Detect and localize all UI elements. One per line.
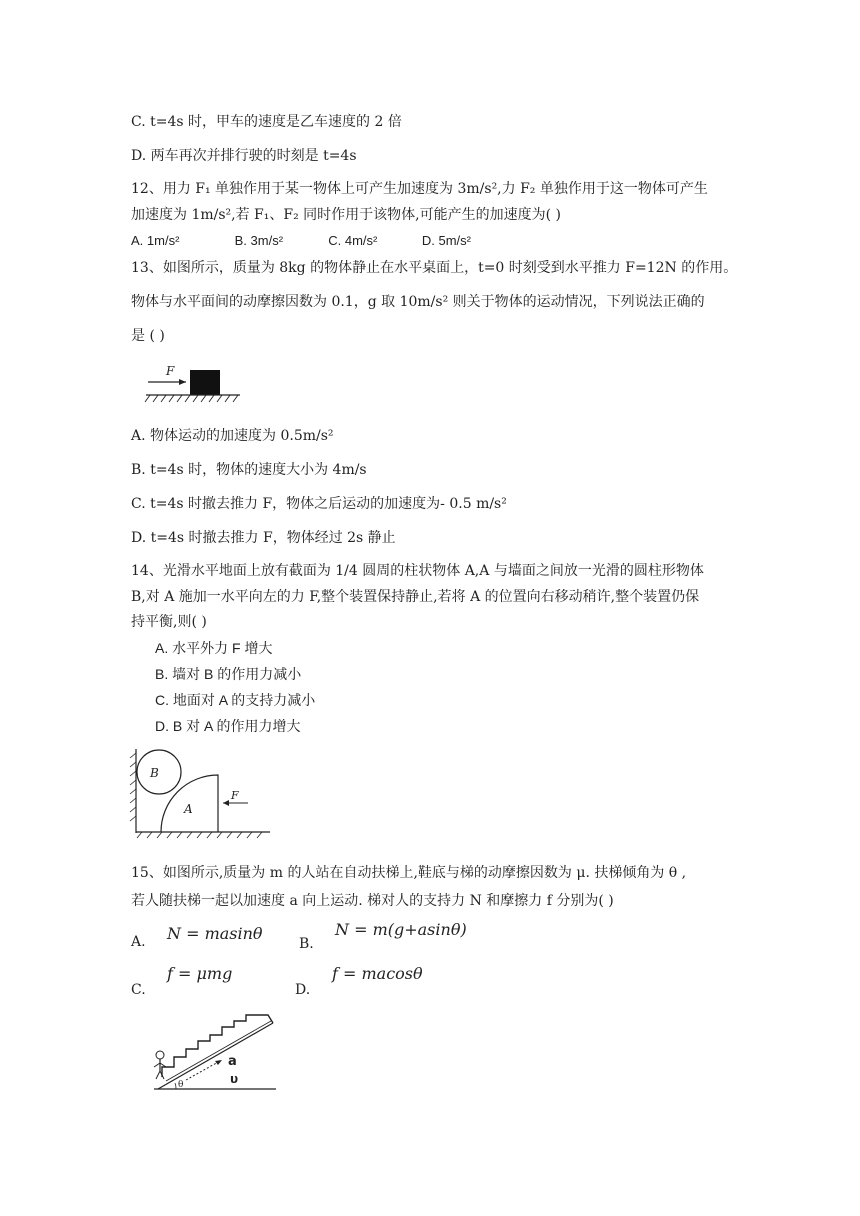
force-label: F: [166, 364, 175, 378]
q15-option-b-label: B.: [299, 936, 314, 952]
q14-option-d: D. B 对 A 的作用力增大: [155, 718, 301, 734]
escalator-steps: [162, 1015, 273, 1077]
q11-option-d: D. 两车再次并排行驶的时刻是 t=4s: [131, 148, 357, 164]
cylinder-b: [137, 750, 181, 794]
q12-option-b: B. 3m/s²: [234, 233, 284, 248]
q15-stem-line2: 若人随扶梯一起以加速度 a 向上运动. 梯对人的支持力 N 和摩擦力 f 分别为( ): [131, 893, 614, 909]
label-f: F: [231, 789, 239, 802]
q15-option-c-label: C.: [131, 982, 146, 998]
q15-option-b-formula: N = m(g+asinθ): [335, 920, 467, 939]
q14-option-a: A. 水平外力 F 增大: [155, 640, 273, 656]
label-a: a: [228, 1054, 237, 1069]
q14-option-b: B. 墙对 B 的作用力减小: [155, 666, 302, 682]
q12-stem-line1: 12、用力 F₁ 单独作用于某一物体上可产生加速度为 3m/s²,力 F₂ 单独作用于这一物体可产生: [131, 181, 708, 197]
q13-block-diagram: [140, 360, 250, 406]
q15-stem-line1: 15、如图所示,质量为 m 的人站在自动扶梯上,鞋底与梯的动摩擦因数为 μ. 扶梯倾角为 θ ,: [131, 865, 687, 881]
q15-option-a-label: A.: [131, 934, 146, 950]
q13-option-b: B. t=4s 时，物体的速度大小为 4m/s: [131, 462, 367, 478]
person-head: [156, 1051, 164, 1059]
q11-option-c: C. t=4s 时，甲车的速度是乙车速度的 2 倍: [131, 114, 402, 130]
q15-escalator-diagram: [148, 1005, 278, 1095]
q13-option-a: A. 物体运动的加速度为 0.5m/s²: [131, 428, 334, 444]
q14-stem-line1: 14、光滑水平地面上放有截面为 1/4 圆周的柱状物体 A,A 与墙面之间放一光滑的圆柱形物体: [131, 563, 704, 579]
q12-stem-line2: 加速度为 1m/s²,若 F₁、F₂ 同时作用于该物体,可能产生的加速度为( ): [131, 207, 561, 223]
q15-option-d-label: D.: [295, 982, 311, 998]
q14-stem-line2: B,对 A 施加一水平向左的力 F,整个装置保持静止,若将 A 的位置向右移动稍许,整个装置仍保: [131, 589, 700, 605]
q12-options: [131, 231, 471, 251]
q14-stem-line3: 持平衡,则( ): [131, 614, 207, 630]
q13-stem-line3: 是 ( ): [131, 328, 165, 344]
q12-option-c: C. 4m/s²: [328, 233, 378, 248]
label-theta: θ: [178, 1080, 184, 1090]
q13-stem-line1: 13、如图所示，质量为 8kg 的物体静止在水平桌面上，t=0 时刻受到水平推力 F=12N 的作用。: [131, 260, 738, 276]
q13-option-c: C. t=4s 时撤去推力 F，物体之后运动的加速度为- 0.5 m/s²: [131, 496, 507, 512]
q13-stem-line2: 物体与水平面间的动摩擦因数为 0.1，g 取 10m/s² 则关于物体的运动情况，下列说法正确的: [131, 294, 705, 310]
q13-option-d: D. t=4s 时撤去推力 F，物体经过 2s 静止: [131, 530, 396, 546]
q12-option-a: A. 1m/s²: [131, 233, 180, 248]
q14-option-c: C. 地面对 A 的支持力减小: [155, 692, 316, 708]
label-b: B: [150, 766, 159, 780]
block-shape: [190, 370, 220, 395]
q12-option-d: D. 5m/s²: [421, 233, 471, 248]
q15-option-d-formula: f = macosθ: [332, 964, 423, 983]
q14-wall-cylinder-diagram: [128, 745, 273, 840]
label-a: A: [184, 802, 193, 816]
escalator-incline: [158, 1023, 273, 1089]
q15-option-c-formula: f = μmg: [167, 964, 233, 983]
label-v: υ: [230, 1072, 239, 1086]
q15-option-a-formula: N = masinθ: [167, 924, 263, 943]
